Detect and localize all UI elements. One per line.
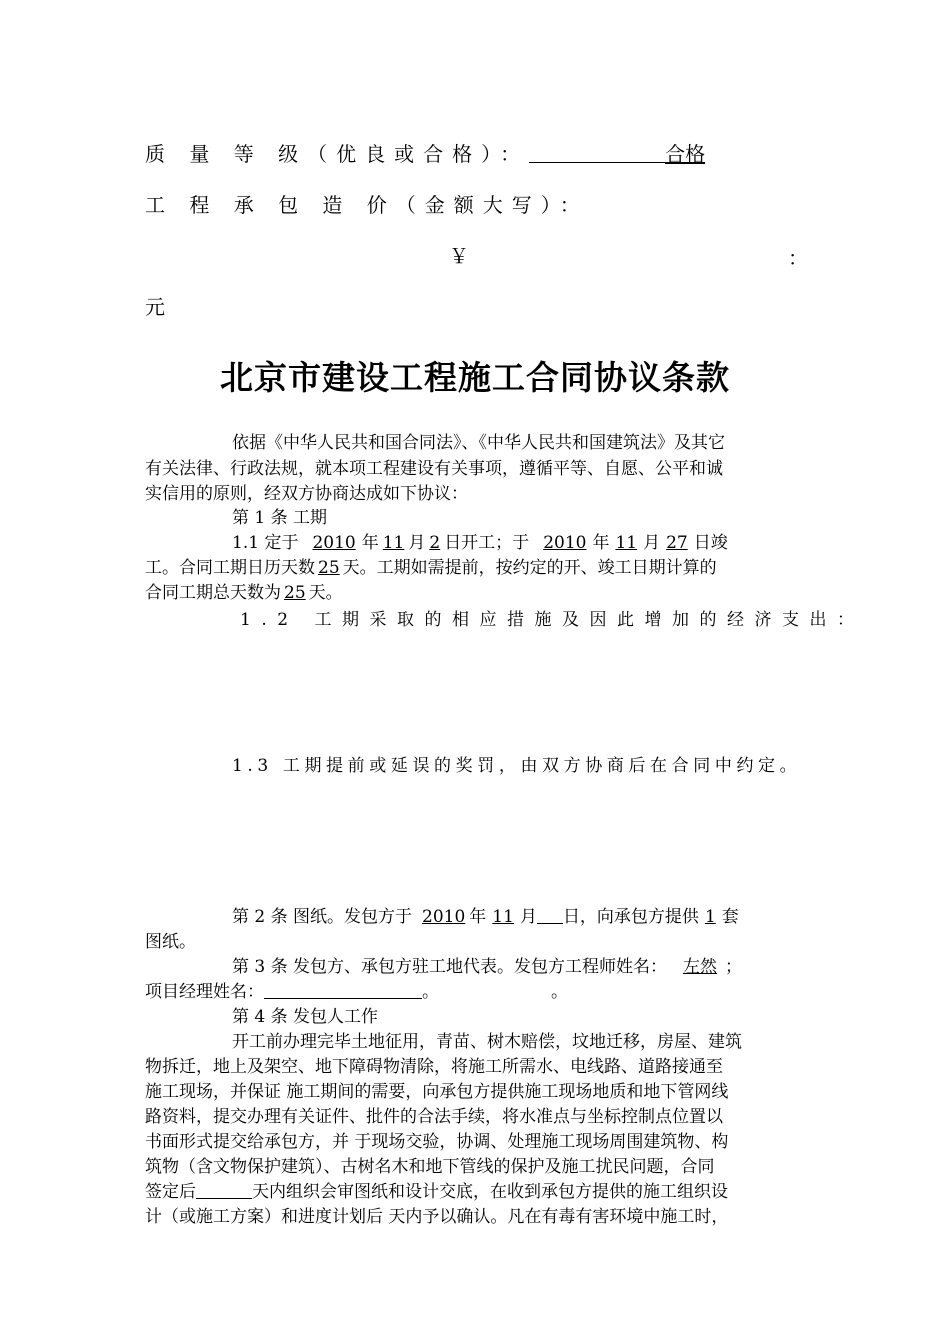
contract-price-label: 工 程 承 包 造 价（金额大写）：: [145, 193, 589, 217]
article-3-period-1: 。: [422, 982, 439, 1002]
article-2-line-1: [232, 902, 739, 927]
start-month: 11: [382, 533, 405, 553]
project-manager-label: 项目经理姓名：: [145, 982, 264, 1002]
article-4-line-7-suffix: 天内组织会审图纸和设计交底，在收到承包方提供的施工组织设: [252, 1182, 728, 1202]
clause-1-1-line-2: [145, 553, 717, 578]
article-4-line-8: 计（或施工方案）和进度计划后 天内予以确认。凡在有毒有害环境中施工时，: [145, 1207, 729, 1227]
drawings-month-label: 月: [519, 907, 537, 927]
start-day: 2: [429, 533, 441, 553]
article-2-prefix: 第 2 条 图纸。发包方于: [232, 907, 413, 927]
drawings-day-blank: [537, 907, 563, 924]
article-3-line-2: [145, 977, 568, 1002]
start-year: 2010: [312, 533, 356, 553]
yen-colon: ：: [788, 246, 808, 270]
document-title: 北京市建设工程施工合同协议条款: [220, 358, 730, 397]
end-day: 27: [666, 533, 688, 553]
clause-1-1-line-1: [232, 528, 728, 553]
total-days-suffix: 天。: [308, 583, 343, 603]
drawings-sets: 1: [704, 907, 716, 927]
end-year: 2010: [543, 533, 587, 553]
drawings-day-suffix: 日，向承包方提供: [562, 907, 699, 927]
yen-symbol: ￥: [449, 244, 469, 268]
quality-grade-blank: [529, 146, 665, 163]
article-4-line-1: 开工前办理完毕土地征用，青苗、树木赔偿，坟地迁移，房屋、建筑: [232, 1032, 742, 1052]
end-suffix: 日竣: [693, 533, 728, 553]
start-month-label: 月: [408, 533, 426, 553]
article-3-prefix: 第 3 条 发包方、承包方驻工地代表。发包方工程师姓名：: [232, 957, 668, 977]
yuan-label: 元: [145, 295, 165, 319]
intro-line-2: 有关法律、行政法规，就本项工程建设有关事项，遵循平等、自愿、公平和诚: [145, 459, 723, 479]
total-days-prefix: 合同工期总天数为: [145, 583, 281, 603]
article-3-period-2: 。: [551, 982, 568, 1002]
clause-1-1-line-3: [145, 578, 343, 603]
article-4-line-2: 物拆迁，地上及架空、地下障碍物清除，将施工所需水、电线路、道路接通至: [145, 1057, 723, 1077]
project-manager-blank: [264, 982, 422, 999]
contract-price-row: [145, 189, 589, 218]
article-4-line-7-prefix: 签定后: [145, 1182, 196, 1202]
clause-1-2: 1.2 工期采取的相应措施及因此增加的经济支出：: [240, 610, 865, 630]
article-3-separator: ；: [725, 957, 743, 977]
article-3-line-1: [232, 952, 742, 977]
drawings-year-label: 年: [469, 907, 487, 927]
article-4-line-7: [145, 1177, 728, 1202]
clause-1-3: 1.3 工期提前或延误的奖罚，由双方协商后在合同中约定。: [232, 756, 802, 776]
article-4-line-3: 施工现场，并保证 施工期间的需要，向承包方提供施工现场地质和地下管网线: [145, 1082, 729, 1102]
article-4-line-5: 书面形式提交给承包方，并 于现场交验，协调、处理施工现场周围建筑物、构: [145, 1132, 729, 1152]
end-month: 11: [615, 533, 638, 553]
calendar-days-prefix: 工。合同工期日历天数: [145, 558, 315, 578]
drawings-month: 11: [492, 907, 514, 927]
article-4-line-4: 路资料，提交办理有关证件、批件的合法手续，将水准点与坐标控制点位置以: [145, 1107, 723, 1127]
quality-grade-value: 合格: [665, 142, 706, 166]
clause-1-1-prefix: 1.1 定于: [232, 533, 299, 553]
intro-line-3: 实信用的原则，经双方协商达成如下协议：: [145, 484, 468, 504]
end-year-label: 年: [592, 533, 610, 553]
drawings-year: 2010: [422, 907, 466, 927]
review-days-blank: [196, 1182, 252, 1199]
quality-grade-label: 质 量 等 级（优良或合格）：: [145, 142, 530, 166]
intro-line-1: 依据《中华人民共和国合同法》、《中华人民共和国建筑法》及其它: [232, 433, 725, 453]
end-month-label: 月: [643, 533, 661, 553]
article-1-heading: 第 1 条 工期: [232, 508, 328, 528]
quality-grade-row: [145, 138, 705, 167]
article-4-line-6: 筑物（含文物保护建筑）、古树名木和地下管线的保护及施工扰民问题，合同: [145, 1157, 715, 1177]
total-days: 25: [284, 583, 306, 603]
start-suffix: 日开工；于: [444, 533, 530, 553]
article-2-line-2: 图纸。: [145, 932, 196, 952]
engineer-name: 左然: [683, 957, 718, 977]
start-year-label: 年: [361, 533, 379, 553]
calendar-days: 25: [318, 558, 340, 578]
article-4-heading: 第 4 条 发包人工作: [232, 1007, 379, 1027]
calendar-days-suffix: 天。工期如需提前，按约定的开、竣工日期计算的: [342, 558, 717, 578]
drawings-sets-label: 套: [721, 907, 739, 927]
